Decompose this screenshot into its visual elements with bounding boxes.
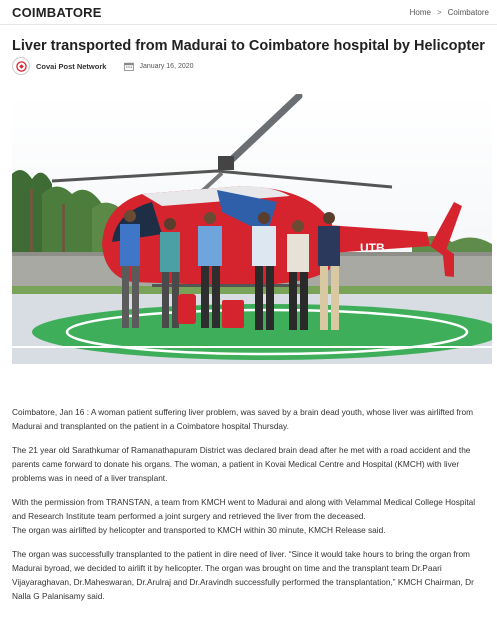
publisher-logo-icon: [12, 57, 30, 75]
breadcrumb-home-link[interactable]: Home: [409, 7, 431, 17]
article-title: Liver transported from Madurai to Coimbatore hospital by Helicopter: [12, 38, 485, 54]
article-hero-image: [12, 94, 492, 364]
organ-box: [222, 300, 244, 328]
article-body: [12, 405, 490, 613]
publish-date: January 16, 2020: [139, 62, 194, 70]
article-paragraph-2: The 21 year old Sarathkumar of Ramanathapuram District was declared brain dead after he met with a road accident and the parents came forward to donate his organs. The woman, a patient in Kovai Medical Centre and Hospital (KMCH) with liver problems was in need of a liver transplant.: [12, 445, 471, 483]
article-paragraph-1: Coimbatore, Jan 16 : A woman patient suffering liver problem, was saved by a brain dead youth, whose liver was airlifted from Madurai and transplanted on the patient in a Coimbatore hospital Thursday.: [12, 407, 474, 431]
author-link[interactable]: Covai Post Network: [36, 61, 107, 71]
breadcrumb-current[interactable]: Coimbatore: [447, 7, 489, 17]
breadcrumb: [410, 8, 489, 17]
section-header: [0, 0, 497, 25]
category-title: COIMBATORE: [12, 4, 102, 20]
tail-marking: UTB: [360, 241, 385, 255]
article-paragraph-4: The organ was airlifted by helicopter and transported to KMCH within 30 minute, KMCH Release said.: [12, 525, 386, 535]
article-meta: [12, 57, 194, 75]
article-paragraph-5: The organ was successfully transplanted to the patient in dire need of liver. “Since it would take hours to bring the organ from Madurai byroad, we decided to airlift it by helicopter. The organ was brought on time and the transplant team Dr.Paari Vijayaraghavan, Dr.Maheswaran, Dr.Arulraj and Dr.Aravindh successfully performed the transplantation,” KMCH Chairman, Dr Nalla G Palanisamy said.: [12, 549, 474, 601]
breadcrumb-separator: >: [436, 7, 442, 17]
article-paragraph-3: With the permission from TRANSTAN, a team from KMCH went to Madurai and along with Velammal Medical College Hospital and Research Institute team performed a joint surgery and retrieved the liver from the deceased.: [12, 497, 476, 521]
calendar-icon: [124, 62, 134, 71]
